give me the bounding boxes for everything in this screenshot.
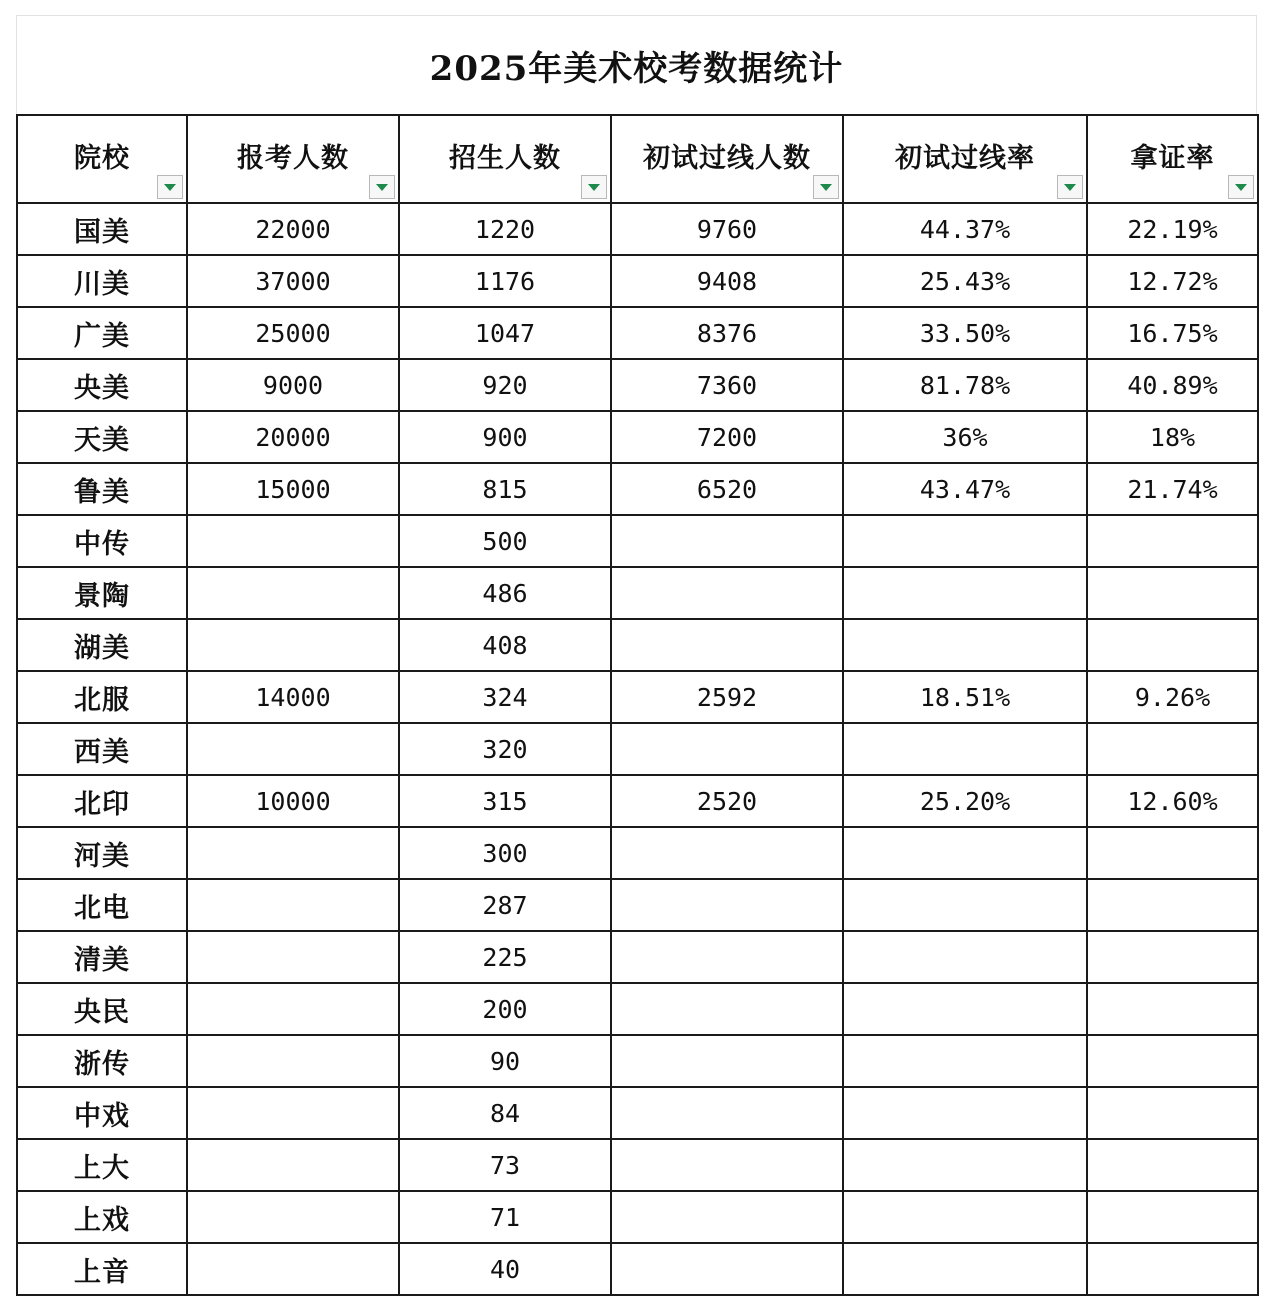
- cell-enrollment[interactable]: 320: [399, 723, 611, 775]
- cell-applicants[interactable]: [187, 1243, 399, 1295]
- table-row: [17, 359, 1258, 411]
- cell-pass_rate[interactable]: 43.47%: [843, 463, 1087, 515]
- cell-applicants[interactable]: [187, 1035, 399, 1087]
- cell-school[interactable]: 清美: [17, 931, 187, 983]
- column-header-passed: [611, 115, 843, 203]
- cell-school[interactable]: 湖美: [17, 619, 187, 671]
- cell-pass_rate[interactable]: [843, 827, 1087, 879]
- cell-applicants[interactable]: 15000: [187, 463, 399, 515]
- cell-cert_rate[interactable]: 18%: [1087, 411, 1258, 463]
- data-table: [16, 114, 1259, 1296]
- filter-dropdown-icon[interactable]: [1057, 175, 1083, 199]
- cell-enrollment[interactable]: 300: [399, 827, 611, 879]
- triangle-down-icon: [164, 184, 176, 191]
- cell-enrollment[interactable]: 1220: [399, 203, 611, 255]
- cell-applicants[interactable]: [187, 1139, 399, 1191]
- table-row: [17, 567, 1258, 619]
- cell-school[interactable]: 国美: [17, 203, 187, 255]
- cell-passed[interactable]: [611, 931, 843, 983]
- cell-school[interactable]: 鲁美: [17, 463, 187, 515]
- column-header-label: 拿证率: [1130, 143, 1215, 174]
- cell-pass_rate[interactable]: 81.78%: [843, 359, 1087, 411]
- cell-passed[interactable]: [611, 1035, 843, 1087]
- cell-applicants[interactable]: [187, 983, 399, 1035]
- table-row: [17, 203, 1258, 255]
- cell-pass_rate[interactable]: [843, 1087, 1087, 1139]
- cell-school[interactable]: 广美: [17, 307, 187, 359]
- cell-cert_rate[interactable]: 12.60%: [1087, 775, 1258, 827]
- cell-school[interactable]: 北印: [17, 775, 187, 827]
- table-row: [17, 671, 1258, 723]
- cell-cert_rate[interactable]: [1087, 1035, 1258, 1087]
- cell-passed[interactable]: [611, 1191, 843, 1243]
- column-header-label: 院校: [74, 143, 130, 174]
- cell-passed[interactable]: [611, 567, 843, 619]
- cell-pass_rate[interactable]: 18.51%: [843, 671, 1087, 723]
- cell-passed[interactable]: 8376: [611, 307, 843, 359]
- cell-applicants[interactable]: [187, 1087, 399, 1139]
- triangle-down-icon: [820, 184, 832, 191]
- cell-applicants[interactable]: [187, 931, 399, 983]
- cell-pass_rate[interactable]: [843, 723, 1087, 775]
- column-header-cert_rate: [1087, 115, 1258, 203]
- cell-cert_rate[interactable]: 12.72%: [1087, 255, 1258, 307]
- cell-cert_rate[interactable]: [1087, 827, 1258, 879]
- table-body: [17, 203, 1258, 1295]
- cell-enrollment[interactable]: 40: [399, 1243, 611, 1295]
- cell-passed[interactable]: [611, 1087, 843, 1139]
- table-row: [17, 463, 1258, 515]
- cell-school[interactable]: 景陶: [17, 567, 187, 619]
- cell-passed[interactable]: [611, 983, 843, 1035]
- triangle-down-icon: [1235, 184, 1247, 191]
- cell-school[interactable]: 浙传: [17, 1035, 187, 1087]
- triangle-down-icon: [588, 184, 600, 191]
- filter-dropdown-icon[interactable]: [581, 175, 607, 199]
- cell-school[interactable]: 央美: [17, 359, 187, 411]
- cell-pass_rate[interactable]: [843, 1191, 1087, 1243]
- cell-applicants[interactable]: 20000: [187, 411, 399, 463]
- cell-school[interactable]: 北服: [17, 671, 187, 723]
- cell-passed[interactable]: 7200: [611, 411, 843, 463]
- column-header-label: 报考人数: [237, 143, 349, 174]
- column-header-pass_rate: [843, 115, 1087, 203]
- cell-applicants[interactable]: 9000: [187, 359, 399, 411]
- cell-passed[interactable]: [611, 723, 843, 775]
- cell-pass_rate[interactable]: 36%: [843, 411, 1087, 463]
- cell-enrollment[interactable]: 71: [399, 1191, 611, 1243]
- cell-cert_rate[interactable]: [1087, 619, 1258, 671]
- cell-cert_rate[interactable]: [1087, 515, 1258, 567]
- cell-school[interactable]: 央民: [17, 983, 187, 1035]
- cell-cert_rate[interactable]: 9.26%: [1087, 671, 1258, 723]
- sheet-title: 2025年美术校考数据统计: [16, 15, 1257, 114]
- table-row: [17, 931, 1258, 983]
- cell-applicants[interactable]: 25000: [187, 307, 399, 359]
- column-header-school: [17, 115, 187, 203]
- column-header-label: 初试过线率: [895, 143, 1035, 174]
- cell-passed[interactable]: 9760: [611, 203, 843, 255]
- cell-school[interactable]: 天美: [17, 411, 187, 463]
- cell-cert_rate[interactable]: [1087, 1087, 1258, 1139]
- cell-enrollment[interactable]: 315: [399, 775, 611, 827]
- cell-pass_rate[interactable]: [843, 567, 1087, 619]
- cell-pass_rate[interactable]: [843, 879, 1087, 931]
- cell-pass_rate[interactable]: [843, 515, 1087, 567]
- cell-pass_rate[interactable]: 33.50%: [843, 307, 1087, 359]
- cell-cert_rate[interactable]: 21.74%: [1087, 463, 1258, 515]
- cell-passed[interactable]: [611, 1243, 843, 1295]
- table-row: [17, 1191, 1258, 1243]
- cell-enrollment[interactable]: 486: [399, 567, 611, 619]
- cell-school[interactable]: 中传: [17, 515, 187, 567]
- cell-passed[interactable]: 6520: [611, 463, 843, 515]
- cell-enrollment[interactable]: 287: [399, 879, 611, 931]
- cell-pass_rate[interactable]: [843, 1139, 1087, 1191]
- cell-enrollment[interactable]: 84: [399, 1087, 611, 1139]
- table-row: [17, 619, 1258, 671]
- table-row: [17, 723, 1258, 775]
- cell-applicants[interactable]: [187, 567, 399, 619]
- table-row: [17, 983, 1258, 1035]
- cell-applicants[interactable]: [187, 619, 399, 671]
- table-row: [17, 1035, 1258, 1087]
- cell-cert_rate[interactable]: [1087, 567, 1258, 619]
- cell-applicants[interactable]: [187, 723, 399, 775]
- cell-school[interactable]: 上戏: [17, 1191, 187, 1243]
- cell-school[interactable]: 上音: [17, 1243, 187, 1295]
- cell-passed[interactable]: 2520: [611, 775, 843, 827]
- cell-pass_rate[interactable]: [843, 931, 1087, 983]
- cell-cert_rate[interactable]: 22.19%: [1087, 203, 1258, 255]
- cell-school[interactable]: 河美: [17, 827, 187, 879]
- cell-enrollment[interactable]: 1176: [399, 255, 611, 307]
- cell-applicants[interactable]: 37000: [187, 255, 399, 307]
- cell-enrollment[interactable]: 324: [399, 671, 611, 723]
- cell-cert_rate[interactable]: 40.89%: [1087, 359, 1258, 411]
- table-row: [17, 879, 1258, 931]
- cell-school[interactable]: 北电: [17, 879, 187, 931]
- table-row: [17, 411, 1258, 463]
- column-header-enrollment: [399, 115, 611, 203]
- filter-dropdown-icon[interactable]: [157, 175, 183, 199]
- cell-pass_rate[interactable]: [843, 983, 1087, 1035]
- cell-cert_rate[interactable]: [1087, 723, 1258, 775]
- cell-enrollment[interactable]: 408: [399, 619, 611, 671]
- column-header-label: 初试过线人数: [643, 143, 811, 174]
- cell-enrollment[interactable]: 225: [399, 931, 611, 983]
- cell-enrollment[interactable]: 73: [399, 1139, 611, 1191]
- spreadsheet: [16, 15, 1257, 1296]
- cell-cert_rate[interactable]: [1087, 879, 1258, 931]
- cell-pass_rate[interactable]: [843, 1243, 1087, 1295]
- cell-pass_rate[interactable]: [843, 619, 1087, 671]
- cell-applicants[interactable]: 10000: [187, 775, 399, 827]
- cell-cert_rate[interactable]: [1087, 1139, 1258, 1191]
- cell-enrollment[interactable]: 920: [399, 359, 611, 411]
- table-row: [17, 1087, 1258, 1139]
- table-row: [17, 775, 1258, 827]
- cell-passed[interactable]: [611, 879, 843, 931]
- column-header-label: 招生人数: [449, 143, 561, 174]
- cell-passed[interactable]: 9408: [611, 255, 843, 307]
- table-row: [17, 1139, 1258, 1191]
- cell-applicants[interactable]: 14000: [187, 671, 399, 723]
- table-row: [17, 255, 1258, 307]
- table-row: [17, 307, 1258, 359]
- cell-enrollment[interactable]: 815: [399, 463, 611, 515]
- cell-passed[interactable]: 2592: [611, 671, 843, 723]
- cell-cert_rate[interactable]: [1087, 983, 1258, 1035]
- triangle-down-icon: [376, 184, 388, 191]
- cell-cert_rate[interactable]: [1087, 931, 1258, 983]
- cell-enrollment[interactable]: 900: [399, 411, 611, 463]
- table-row: [17, 1243, 1258, 1295]
- cell-passed[interactable]: [611, 515, 843, 567]
- cell-applicants[interactable]: [187, 1191, 399, 1243]
- cell-enrollment[interactable]: 90: [399, 1035, 611, 1087]
- cell-pass_rate[interactable]: 44.37%: [843, 203, 1087, 255]
- cell-passed[interactable]: [611, 619, 843, 671]
- table-row: [17, 515, 1258, 567]
- cell-school[interactable]: 上大: [17, 1139, 187, 1191]
- column-header-applicants: [187, 115, 399, 203]
- cell-school[interactable]: 西美: [17, 723, 187, 775]
- cell-applicants[interactable]: [187, 515, 399, 567]
- cell-enrollment[interactable]: 200: [399, 983, 611, 1035]
- cell-pass_rate[interactable]: 25.43%: [843, 255, 1087, 307]
- cell-pass_rate[interactable]: [843, 1035, 1087, 1087]
- cell-applicants[interactable]: [187, 827, 399, 879]
- cell-enrollment[interactable]: 500: [399, 515, 611, 567]
- cell-passed[interactable]: [611, 827, 843, 879]
- cell-cert_rate[interactable]: [1087, 1243, 1258, 1295]
- cell-school[interactable]: 川美: [17, 255, 187, 307]
- triangle-down-icon: [1064, 184, 1076, 191]
- table-row: [17, 827, 1258, 879]
- cell-enrollment[interactable]: 1047: [399, 307, 611, 359]
- cell-passed[interactable]: 7360: [611, 359, 843, 411]
- cell-pass_rate[interactable]: 25.20%: [843, 775, 1087, 827]
- cell-school[interactable]: 中戏: [17, 1087, 187, 1139]
- cell-applicants[interactable]: 22000: [187, 203, 399, 255]
- cell-applicants[interactable]: [187, 879, 399, 931]
- cell-passed[interactable]: [611, 1139, 843, 1191]
- header-row: [17, 115, 1258, 203]
- filter-dropdown-icon[interactable]: [1228, 175, 1254, 199]
- cell-cert_rate[interactable]: [1087, 1191, 1258, 1243]
- filter-dropdown-icon[interactable]: [813, 175, 839, 199]
- filter-dropdown-icon[interactable]: [369, 175, 395, 199]
- cell-cert_rate[interactable]: 16.75%: [1087, 307, 1258, 359]
